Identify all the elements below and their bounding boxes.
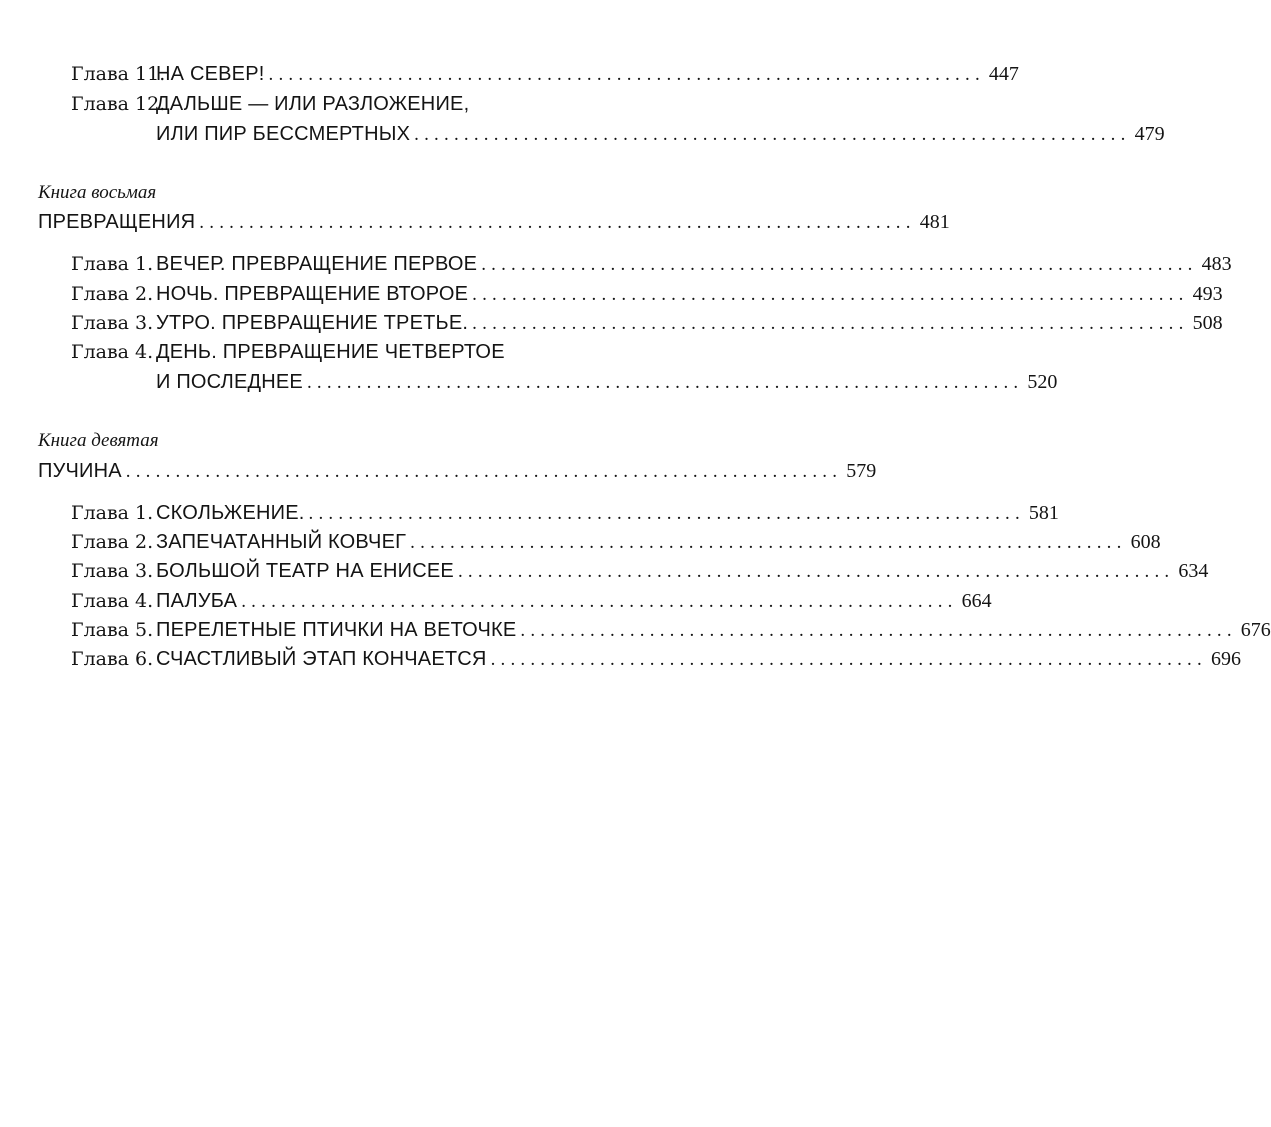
leader-dots: ........................................................................ [241,591,958,612]
toc-entry[interactable] [38,615,1271,645]
book-title-entry[interactable] [38,456,877,486]
toc-entry[interactable] [38,644,1241,674]
toc-entry[interactable] [38,527,1161,557]
leader-dots: ........................................................................ [125,461,843,482]
leader-dots: ........................................................................ [308,503,1025,524]
leader-dots: ........................................................................ [268,64,985,85]
page-number: 664 [961,590,992,612]
toc-entry[interactable] [38,308,1223,338]
leader-dots: ........................................................................ [457,561,1175,582]
chapter-title: ПАЛУБА [156,590,238,612]
page-number: 447 [988,63,1019,85]
toc-entry[interactable] [38,249,1232,279]
page-number: 608 [1130,531,1161,553]
chapter-label: Глава 4. [71,590,154,612]
chapter-title: НОЧЬ. ПРЕВРАЩЕНИЕ ВТОРОЕ [156,283,469,305]
toc-entry[interactable] [38,59,1019,89]
chapter-label: Глава 2. [71,283,154,305]
toc-entry[interactable] [38,89,628,119]
leader-dots: ........................................................................ [414,124,1131,145]
chapter-title: СКОЛЬЖЕНИЕ. [156,502,305,524]
page-number: 479 [1134,123,1165,145]
leader-dots: ........................................................................ [199,212,916,233]
chapter-title: БОЛЬШОЙ ТЕАТР НА ЕНИСЕЕ [156,560,454,582]
page-number: 634 [1178,560,1209,582]
chapter-label: Глава 6. [71,648,154,670]
page-number: 676 [1240,619,1271,641]
book-caption: Книга девятая [38,430,159,451]
toc-entry[interactable] [38,279,1223,309]
chapter-title: УТРО. ПРЕВРАЩЕНИЕ ТРЕТЬЕ. [156,312,469,334]
chapter-label: Глава 1. [71,253,154,275]
leader-dots: ........................................................................ [410,532,1127,553]
page-number: 581 [1028,502,1059,524]
chapter-label: Глава 11. [71,63,166,85]
chapter-title-continuation: ИЛИ ПИР БЕССМЕРТНЫХ [156,123,411,145]
leader-dots: ........................................................................ [472,284,1189,305]
chapter-label: Глава 3. [71,560,154,582]
toc-entry[interactable] [38,337,628,367]
leader-dots: ........................................................................ [306,372,1024,393]
page-number: 493 [1192,283,1223,305]
chapter-title: ВЕЧЕР. ПРЕВРАЩЕНИЕ ПЕРВОЕ [156,253,478,275]
chapter-label: Глава 5. [71,619,154,641]
toc-entry[interactable] [38,556,1209,586]
chapter-title: СЧАСТЛИВЫЙ ЭТАП КОНЧАЕТСЯ [156,648,487,670]
leader-dots: ........................................................................ [481,254,1198,275]
book-title-entry[interactable] [38,207,950,237]
page-number: 520 [1027,371,1058,393]
chapter-title-continuation: И ПОСЛЕДНЕЕ [156,371,303,393]
page-number: 579 [846,460,877,482]
toc-entry[interactable] [38,586,992,616]
toc-entry[interactable] [38,498,1059,528]
chapter-title: НА СЕВЕР! [156,63,265,85]
page-number: 508 [1192,312,1223,334]
chapter-title: ПЕРЕЛЕТНЫЕ ПТИЧКИ НА ВЕТОЧКЕ [156,619,517,641]
page-number: 696 [1210,648,1241,670]
chapter-title: ДЕНЬ. ПРЕВРАЩЕНИЕ ЧЕТВЕРТОЕ [156,341,505,363]
toc-entry-continuation[interactable] [38,367,1058,397]
chapter-label: Глава 12. [71,93,166,115]
chapter-label: Глава 2. [71,531,154,553]
chapter-label: Глава 3. [71,312,154,334]
book-caption: Книга восьмая [38,182,157,203]
page-number: 481 [919,211,950,233]
page-number: 483 [1201,253,1232,275]
leader-dots: ........................................................................ [472,313,1189,334]
chapter-label: Глава 4. [71,341,154,363]
leader-dots: ........................................................................ [490,649,1207,670]
chapter-title: ЗАПЕЧАТАННЫЙ КОВЧЕГ [156,531,407,553]
toc-entry-continuation[interactable] [38,119,1165,149]
book-title: ПРЕВРАЩЕНИЯ [38,211,196,233]
chapter-label: Глава 1. [71,502,154,524]
chapter-title: ДАЛЬШЕ — ИЛИ РАЗЛОЖЕНИЕ, [156,93,470,115]
book-title: ПУЧИНА [38,460,122,482]
leader-dots: ........................................................................ [520,620,1237,641]
